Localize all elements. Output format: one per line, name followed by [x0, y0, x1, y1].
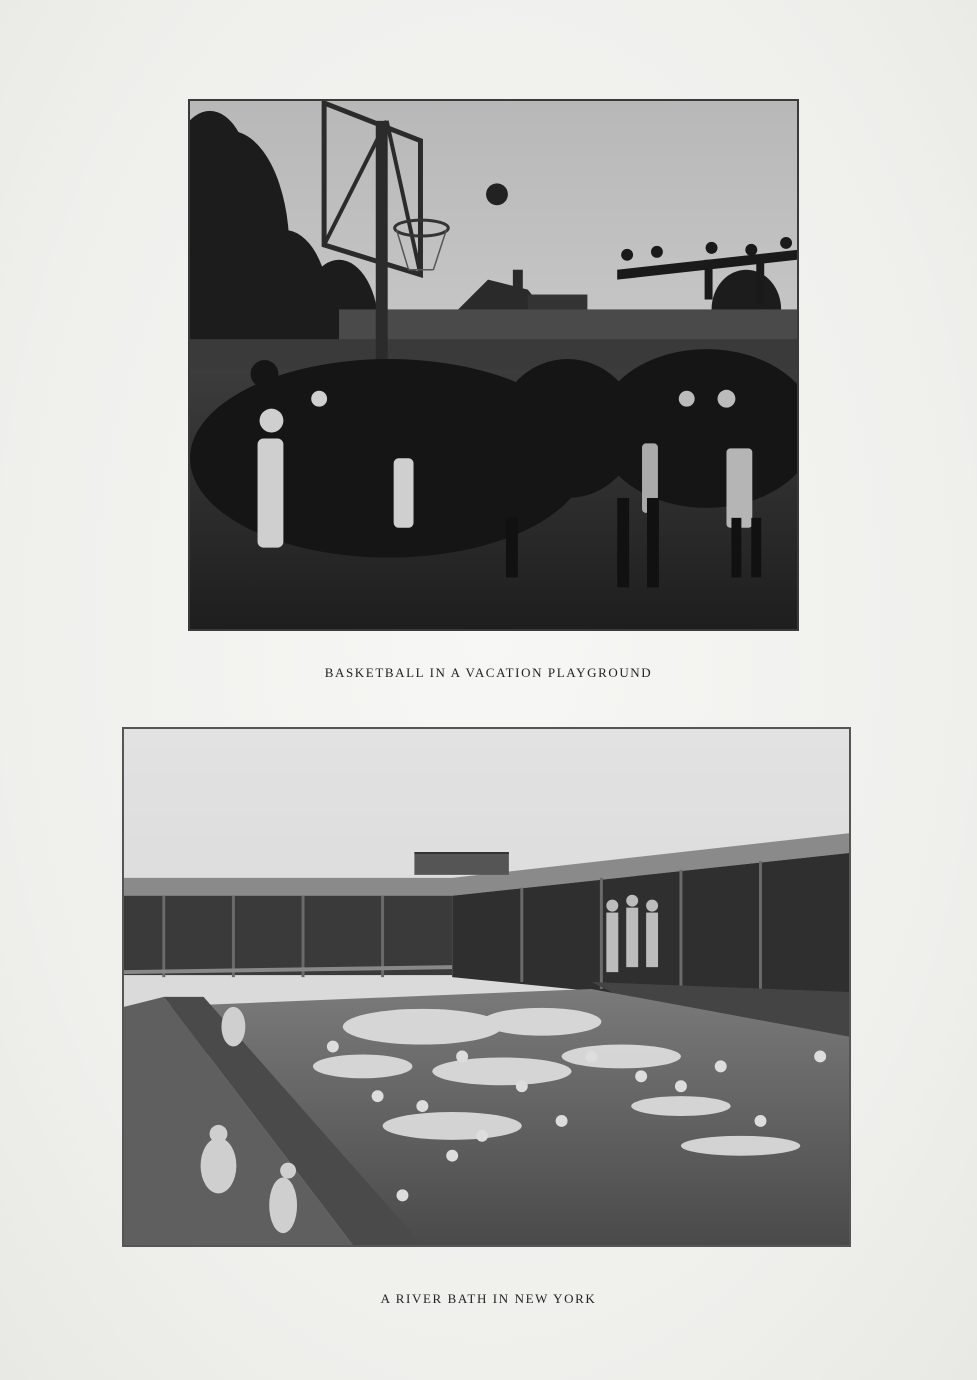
figures-on-platform: [606, 895, 658, 972]
basketball-scene: [190, 101, 797, 629]
basketball-photograph: [188, 99, 799, 631]
river-bath-scene: [124, 729, 849, 1245]
figure-caption: BASKETBALL IN A VACATION PLAYGROUND: [324, 665, 653, 680]
figure-caption: A RIVER BATH IN NEW YORK: [380, 1291, 597, 1306]
river-bath-photograph: [122, 727, 851, 1247]
basketball: [486, 183, 508, 205]
